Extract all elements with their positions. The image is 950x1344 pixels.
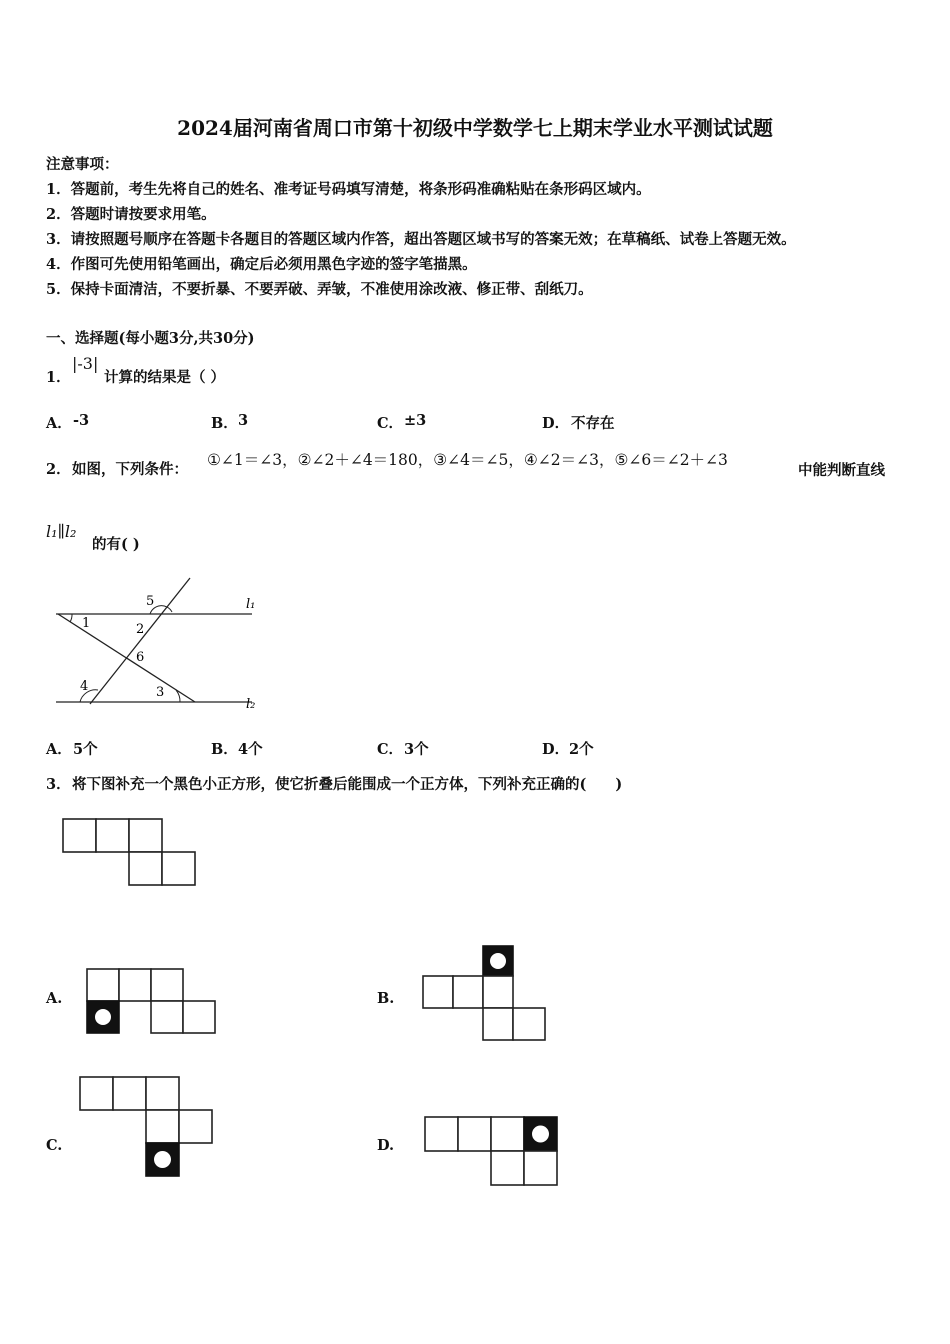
net-cell	[491, 1151, 524, 1185]
option-text: 3	[238, 412, 249, 429]
option-text: 5个	[73, 741, 98, 758]
net-cell	[183, 1001, 215, 1033]
option-text: 2个	[569, 741, 594, 758]
net-cell	[425, 1117, 458, 1151]
net-cell	[119, 969, 151, 1001]
net-cell	[151, 969, 183, 1001]
net-cell	[162, 852, 195, 885]
net-cell	[129, 819, 162, 852]
question-number: 3．	[46, 776, 71, 793]
net-cell	[483, 976, 513, 1008]
net-option-a	[84, 966, 218, 1038]
black-square-highlight	[154, 1151, 171, 1168]
black-square-highlight	[95, 1009, 111, 1025]
option-label: C．	[377, 415, 404, 432]
option-label: D.	[377, 1137, 395, 1154]
net-cell	[524, 1151, 557, 1185]
question-stem: 将下图补充一个黑色小正方形，使它折叠后能围成一个正方体，下列补充正确的( )	[72, 776, 623, 793]
note-item: 5．保持卡面清洁，不要折暴、不要弄破、弄皱，不准使用涂改液、修正带、刮纸刀。	[46, 281, 593, 298]
option-label: B．	[211, 741, 238, 758]
black-square-highlight	[490, 953, 506, 969]
absolute-value-expression: |-3|	[72, 354, 99, 373]
net-cell	[491, 1117, 524, 1151]
question-stem: 计算的结果是（ ）	[104, 369, 226, 386]
net-cell	[129, 852, 162, 885]
net-cell	[423, 976, 453, 1008]
option-label: B.	[377, 990, 395, 1007]
net-cell	[80, 1077, 113, 1110]
label-angle-2: 2	[136, 622, 145, 637]
label-l1: l₁	[246, 597, 256, 612]
option-label: B．	[211, 415, 238, 432]
transversal-b	[58, 614, 195, 702]
angle-arc-1	[70, 614, 72, 622]
note-item: 4．作图可先使用铅笔画出，确定后必须用黑色字迹的签字笔描黑。	[46, 256, 477, 273]
section-heading: 一、选择题(每小题3分,共30分)	[46, 330, 255, 347]
option-label: A.	[46, 990, 63, 1007]
net-option-c	[77, 1074, 217, 1182]
page-title: 2024届河南省周口市第十初级中学数学七上期末学业水平测试试题	[177, 116, 773, 140]
option-text: -3	[73, 412, 90, 429]
parallel-lines-figure	[40, 570, 280, 720]
net-cell	[113, 1077, 146, 1110]
question-number: 2．	[46, 461, 71, 478]
net-base-figure	[60, 816, 202, 890]
net-cell	[87, 969, 119, 1001]
option-text: 不存在	[571, 415, 615, 432]
parallel-expression: l₁∥l₂	[46, 522, 77, 541]
label-angle-6: 6	[136, 650, 145, 665]
net-cell	[146, 1077, 179, 1110]
note-item: 1．答题前，考生先将自己的姓名、准考证号码填写清楚，将条形码准确粘贴在条形码区域内。	[46, 181, 651, 198]
net-cell	[96, 819, 129, 852]
net-option-b	[420, 943, 550, 1045]
option-label: D．	[542, 741, 570, 758]
label-angle-3: 3	[156, 685, 165, 700]
option-text: 4个	[238, 741, 263, 758]
question-stem: 如图，下列条件：	[72, 461, 188, 478]
black-square-highlight	[532, 1126, 549, 1143]
option-text: ±3	[404, 412, 427, 429]
notes-heading: 注意事项：	[46, 156, 119, 173]
option-label: C.	[46, 1137, 63, 1154]
note-item: 3．请按照题号顺序在答题卡各题目的答题区域内作答，超出答题区域书写的答案无效；在草稿纸、试卷上答题无效。	[46, 231, 796, 248]
option-label: A．	[46, 415, 72, 432]
net-cell	[513, 1008, 545, 1040]
label-angle-5: 5	[146, 594, 155, 609]
note-item: 2．答题时请按要求用笔。	[46, 206, 216, 223]
net-cell	[146, 1110, 179, 1143]
option-label: D．	[542, 415, 570, 432]
net-cell	[458, 1117, 491, 1151]
option-label: A．	[46, 741, 72, 758]
net-cell	[63, 819, 96, 852]
question-stem-continued: 中能判断直线	[798, 462, 885, 479]
label-l2: l₂	[246, 697, 256, 712]
net-cell	[483, 1008, 513, 1040]
net-cell	[453, 976, 483, 1008]
transversal-a	[90, 578, 190, 704]
question-number: 1．	[46, 369, 71, 386]
option-label: C．	[377, 741, 404, 758]
label-angle-1: 1	[82, 616, 91, 631]
angle-conditions: ①∠1＝∠3，②∠2＋∠4＝180，③∠4＝∠5，④∠2＝∠3，⑤∠6＝∠2＋∠3	[207, 451, 728, 469]
net-cell	[179, 1110, 212, 1143]
question-stem-end: 的有( )	[92, 536, 140, 553]
label-angle-4: 4	[80, 679, 89, 694]
option-text: 3个	[404, 741, 429, 758]
net-cell	[151, 1001, 183, 1033]
net-option-d	[422, 1114, 562, 1190]
